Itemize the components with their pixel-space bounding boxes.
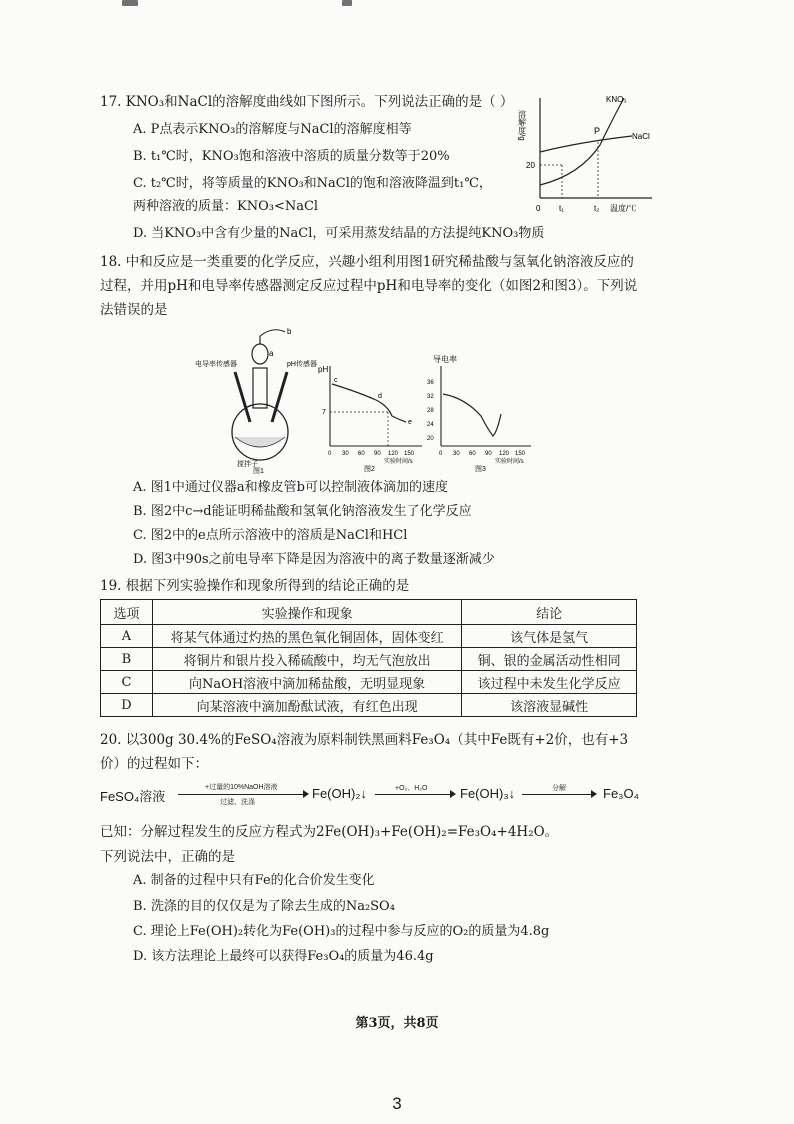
scan-mark-middle: [342, 0, 352, 6]
q18-fig2-curve: [332, 384, 406, 422]
q19-table: [100, 599, 637, 717]
table-row: [101, 694, 637, 717]
q18-option-b: B. 图2中c→d能证明稀盐酸和氢氧化钠溶液发生了化学反应: [133, 504, 472, 519]
q18-fig2-point-d: d: [378, 393, 382, 400]
q20-flow-arrow1: [178, 794, 306, 795]
q19-header-conclusion: 结论: [462, 600, 637, 625]
q20-flow-feoh2: Fe(OH)₂↓: [312, 786, 367, 801]
q17-chart-xlabel: 温度/℃: [610, 204, 637, 213]
q18-fig2-xtick-60: 60: [358, 451, 365, 457]
q18-fig2-xlabel: 实验时间/s: [384, 459, 413, 465]
q20-known: 已知：分解过程发生的反应方程式为2Fe(OH)₃+Fe(OH)₂=Fe₃O₄+4H₂O。: [100, 824, 559, 840]
page-footer: 第3页，共8页: [355, 1016, 439, 1031]
q18-fig3-xtick-30: 30: [453, 451, 460, 457]
q19-row-a-operation: 将某气体通过灼热的黑色氧化铜固体，固体变红: [152, 625, 461, 648]
scan-mark-left: [122, 0, 138, 6]
q18-fig2-xtick-90: 90: [374, 451, 381, 457]
q18-fig2-xtick-0: 0: [328, 451, 332, 457]
table-row: [101, 648, 637, 671]
q19-stem: 19. 根据下列实验操作和现象所得到的结论正确的是: [100, 578, 410, 594]
q18-fig2-point-e: e: [408, 419, 412, 426]
q18-fig1-label-b: b: [287, 327, 292, 336]
q18-fig3-ytick-36: 36: [427, 380, 434, 386]
q20-flow-feso4: FeSO₄溶液: [100, 789, 166, 804]
q19-row-b-conclusion: 铜、银的金属活动性相同: [462, 648, 637, 671]
q18-fig1-apparatus: [195, 322, 325, 475]
q18-fig2-caption: 图2: [364, 466, 375, 473]
q18-fig3-xtick-0: 0: [439, 451, 443, 457]
q17-chart-point-p: P: [594, 126, 601, 136]
q18-fig3-ytick-24: 24: [427, 422, 434, 428]
q17-option-c-cont: 两种溶液的质量：KNO₃<NaCl: [133, 199, 319, 214]
q19-row-b-option: B: [101, 648, 153, 671]
q18-option-d: D. 图3中90s之前电导率下降是因为溶液中的离子数量逐渐减少: [133, 552, 495, 567]
q19-row-d-conclusion: 该溶液显碱性: [462, 694, 637, 717]
q18-fig1-label-ph: pH传感器: [287, 361, 317, 368]
q17-chart-ylabel: 溶解度/g: [517, 110, 527, 141]
q18-fig2-xtick-30: 30: [342, 451, 349, 457]
q18-fig3-xtick-150: 150: [515, 451, 526, 457]
q17-curve-nacl: [540, 136, 632, 152]
page-number: 3: [392, 1094, 402, 1113]
q19-row-a-conclusion: 该气体是氢气: [462, 625, 637, 648]
q17-solubility-chart: [517, 90, 660, 220]
q18-fig3-curve: [443, 394, 501, 436]
q18-fig3-xtick-90: 90: [485, 451, 492, 457]
q19-row-d-operation: 向某溶液中滴加酚酞试液，有红色出现: [152, 694, 461, 717]
q20-flow-arrow2: [375, 794, 453, 795]
q17-chart-xtick-0: 0: [536, 204, 541, 213]
q18-fig3-ylabel: 导电率: [433, 355, 457, 364]
q18-fig3-ytick-32: 32: [427, 394, 434, 400]
q19-row-c-conclusion: 该过程中未发生化学反应: [462, 671, 637, 694]
q18-fig1-label-conductivity: 电导率传感器: [195, 361, 237, 368]
q18-fig3-xtick-60: 60: [469, 451, 476, 457]
q20-flow-arrow3-head: [591, 790, 597, 798]
q17-chart-xtick-t2: t₂: [594, 204, 600, 213]
q18-fig3-xtick-120: 120: [499, 451, 510, 457]
q17-option-c: C. t₂℃时，将等质量的KNO₃和NaCl的饱和溶液降温到t₁℃，: [133, 176, 492, 191]
q18-fig1-caption: 图1: [253, 468, 264, 475]
q18-fig1-label-stirrer: 搅拌子: [237, 461, 258, 468]
q17-option-d: D. 当KNO₃中含有少量的NaCl，可采用蒸发结晶的方法提纯KNO₃物质: [133, 226, 545, 241]
q19-header-operation: 实验操作和现象: [152, 600, 461, 625]
q20-flow-arrow3: [522, 794, 594, 795]
q17-option-a: A. P点表示KNO₃的溶解度与NaCl的溶解度相等: [133, 122, 412, 137]
q19-header-option: 选项: [101, 600, 153, 625]
table-row: [101, 671, 637, 694]
q19-row-d-option: D: [101, 694, 153, 717]
q19-row-b-operation: 将铜片和银片投入稀硫酸中，均无气泡放出: [152, 648, 461, 671]
q20-stem: 20. 以300g 30.4%的FeSO₄溶液为原料制铁黑画料Fe₃O₄（其中Fe既有+2价，也有+3价）的过程如下：: [100, 732, 629, 772]
q20-flow-arrow1-top: +过量的10%NaOH溶液: [205, 784, 278, 791]
q18-fig2-point-c: c: [334, 377, 338, 384]
q20-flow-arrow2-top: +O₂、H₂O: [395, 785, 428, 792]
q18-option-c: C. 图2中的e点所示溶液中的溶质是NaCl和HCl: [133, 528, 408, 543]
q19-row-a-option: A: [101, 625, 153, 648]
q18-fig2-ylabel: pH: [318, 365, 329, 374]
q20-option-d: D. 该方法理论上最终可以获得Fe₃O₄的质量为46.4g: [133, 949, 434, 964]
q20-flow-arrow3-top: 分解: [552, 785, 566, 792]
q18-fig3-conductivity-chart: [425, 352, 535, 474]
q18-fig2-xtick-120: 120: [388, 451, 399, 457]
q20-flow-feoh3: Fe(OH)₃↓: [460, 786, 516, 801]
q18-fig3-caption: 图3: [475, 466, 486, 473]
q18-fig2-xtick-150: 150: [404, 451, 415, 457]
q20-flow-arrow1-head: [303, 790, 309, 798]
q17-chart-series-nacl: NaCl: [632, 132, 650, 141]
q20-flow-fe3o4: Fe₃O₄: [603, 786, 639, 801]
q20-option-c: C. 理论上Fe(OH)₂转化为Fe(OH)₃的过程中参与反应的O₂的质量为4.8g: [133, 924, 550, 939]
q20-option-b: B. 洗涤的目的仅仅是为了除去生成的Na₂SO₄: [133, 899, 395, 914]
q18-fig3-ytick-28: 28: [427, 408, 434, 414]
q18-stem: 18. 中和反应是一类重要的化学反应，兴趣小组利用图1研究稀盐酸与氢氧化钠溶液反应的过程，并用pH和电导率传感器测定反应过程中pH和电导率的变化（如图2和图3）。下列说法错误的是: [100, 254, 638, 318]
q19-row-c-operation: 向NaOH溶液中滴加稀盐酸，无明显现象: [152, 671, 461, 694]
q18-fig1-label-a: a: [269, 349, 274, 358]
q18-fig2-ytick: 7: [322, 409, 326, 416]
q17-stem: 17. KNO₃和NaCl的溶解度曲线如下图所示。下列说法正确的是（ ）: [100, 94, 514, 110]
q17-chart-series-kno3: KNO₃: [606, 95, 627, 104]
table-row: [101, 625, 637, 648]
q20-flow-arrow1-bottom: 过滤、洗涤: [220, 799, 255, 806]
q17-chart-ytick: 20: [526, 161, 535, 170]
q18-option-a: A. 图1中通过仪器a和橡皮管b可以控制液体滴加的速度: [133, 480, 448, 495]
q17-option-b: B. t₁℃时，KNO₃饱和溶液中溶质的质量分数等于20%: [133, 149, 450, 164]
q17-curve-kno3: [540, 98, 624, 185]
q20-prompt: 下列说法中，正确的是: [100, 849, 235, 865]
q19-row-c-option: C: [101, 671, 153, 694]
q18-fig3-ytick-20: 20: [427, 436, 434, 442]
q17-chart-xtick-t1: t₁: [559, 204, 564, 213]
q20-option-a: A. 制备的过程中只有Fe的化合价发生变化: [133, 873, 375, 888]
q18-fig3-xlabel: 实验时间/s: [495, 459, 524, 465]
q18-fig2-ph-chart: [318, 362, 428, 474]
q19-table-header: [101, 600, 637, 625]
q20-flow-arrow2-head: [450, 790, 456, 798]
